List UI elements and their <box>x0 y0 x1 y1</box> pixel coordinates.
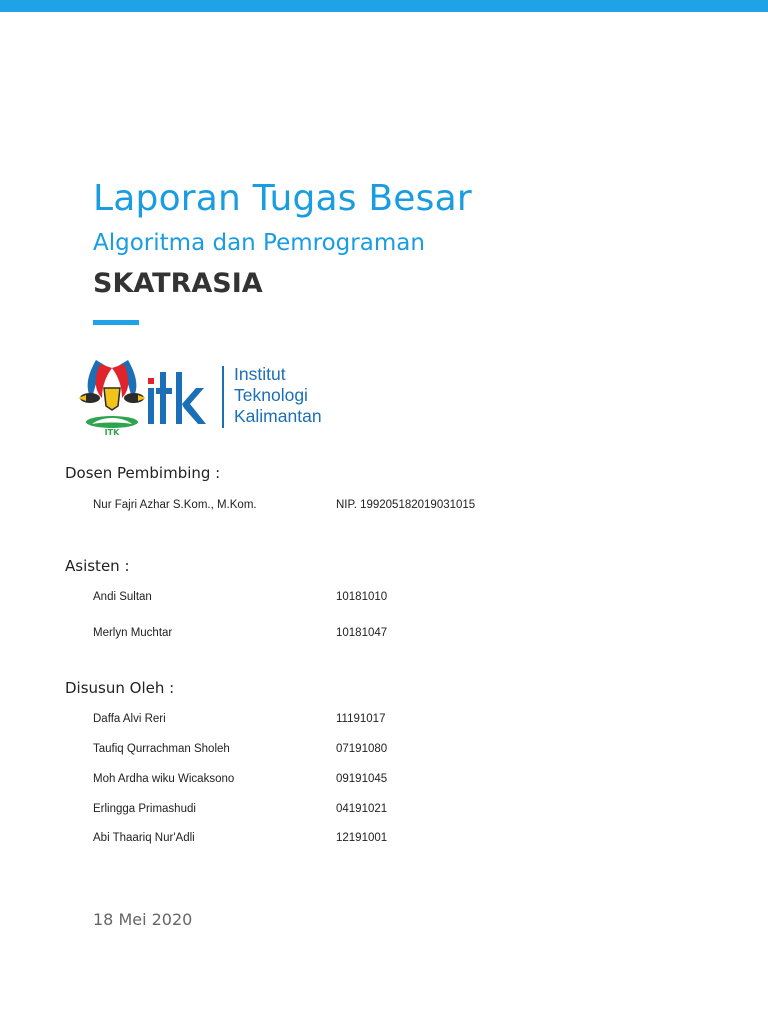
penyusun-row <box>93 803 693 819</box>
dosen-nip: NIP. 199205182019031015 <box>336 499 476 511</box>
penyusun-nim: 09191045 <box>336 773 388 785</box>
asisten-nim: 10181047 <box>336 627 388 639</box>
penyusun-nim: 07191080 <box>336 743 388 755</box>
top-accent-bar <box>0 0 768 12</box>
penyusun-name: Erlingga Primashudi <box>93 803 196 815</box>
penyusun-nim: 12191001 <box>336 832 388 844</box>
dosen-name: Nur Fajri Azhar S.Kom., M.Kom. <box>93 499 257 511</box>
penyusun-nim: 04191021 <box>336 803 388 815</box>
penyusun-heading: Disusun Oleh : <box>65 679 175 697</box>
project-name: SKATRASIA <box>93 268 263 299</box>
asisten-name: Andi Sultan <box>93 591 152 603</box>
itk-logo <box>76 352 366 442</box>
institution-name-line-3: Kalimantan <box>234 406 322 426</box>
svg-text:ITK: ITK <box>104 428 120 437</box>
asisten-row <box>93 591 693 607</box>
dosen-row <box>93 499 693 515</box>
asisten-name: Merlyn Muchtar <box>93 627 173 639</box>
asisten-row <box>93 627 693 643</box>
report-date: 18 Mei 2020 <box>93 910 193 929</box>
penyusun-name: Taufiq Qurrachman Sholeh <box>93 743 230 755</box>
penyusun-row <box>93 773 693 789</box>
penyusun-row <box>93 743 693 759</box>
institution-name-line-2: Teknologi <box>234 385 308 405</box>
penyusun-row <box>93 713 693 729</box>
penyusun-name: Moh Ardha wiku Wicaksono <box>93 773 235 785</box>
dosen-heading: Dosen Pembimbing : <box>65 464 221 482</box>
institution-name-line-1: Institut <box>234 364 286 384</box>
title-accent-line <box>93 320 139 325</box>
asisten-heading: Asisten : <box>65 557 130 575</box>
course-subtitle: Algoritma dan Pemrograman <box>93 230 425 256</box>
itk-emblem-icon <box>76 352 226 442</box>
penyusun-row <box>93 832 693 848</box>
penyusun-name: Abi Thaariq Nur'Adli <box>93 832 195 844</box>
penyusun-name: Daffa Alvi Reri <box>93 713 166 725</box>
report-title: Laporan Tugas Besar <box>93 178 472 219</box>
institution-name <box>234 364 322 427</box>
penyusun-nim: 11191017 <box>336 713 386 725</box>
asisten-nim: 10181010 <box>336 591 388 603</box>
